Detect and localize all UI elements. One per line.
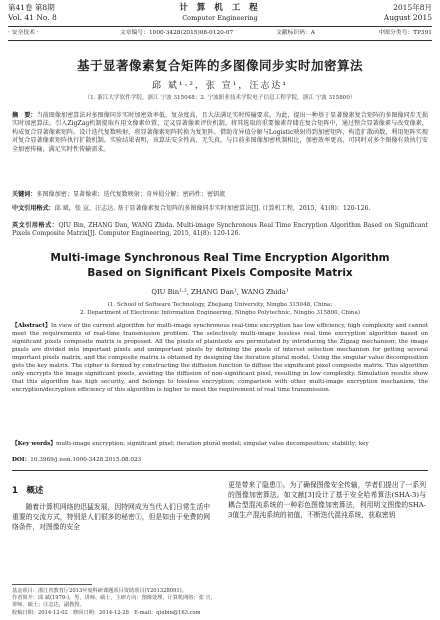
paper-title-en: Multi-image Synchronous Real Time Encryption Algorithm Based on Significant Pixels Composite Matrix [50,252,390,279]
keywords-zh: 关键词：多图像加密；显著像素；迭代复数映射；奇异值分解；密码性；密钥流 [12,191,226,198]
journal-volume: 第41卷 第8期 Vol. 41 No. 8 [8,3,57,22]
intro-paragraph-cont: 更是带来了隐患①。为了确保图像安全传输，学者们提出了一系列的图像加密算法。如文献[3]设计了基于安全哈希算法(SHA-3)与耦合型混沌系统的一种彩色图像加密算法，利用明文图像的SHA-3值生产混沌系统的初值，不断迭代混沌系统，获取密钥 [228,481,426,519]
authors-en: QIU Bin¹·², ZHANG Dan¹, WANG Zhida¹ [151,288,289,296]
abstract-zh: 摘 要：当前图像加密算法对多图像同步实时加密效率低、复杂度高，且大法满足实时传输要求。为此，提出一种基于显著像素复合矩阵的多图像同步无损实时加密算法。引入ZigZag机制提取有用文像素位置，定义显著像素评价机制，将其选取的重要像素存储在复合矩阵中，通过整合显著像素与改变像素，构成复合显著像素矩阵。设计迭代复数映射，将显著像素矩阵转换为复矩阵，借助奇异值分解与Logistic映射得到加密矩阵，构造扩散函数，利用矩阵实现对复合显著像素矩阵执行扩散机制。实验结果表明，该算法安全性高、无失真，与目前多图像加密机制相比，加密效率更高，可同时对多个图像有效执行安全加密传输，满足实时性传输需求。 [12,112,429,153]
header-rule [8,26,432,27]
journal-name: 计 算 机 工 程 Computer Engineering [179,3,261,22]
intro-paragraph: 随着计算机网络的迅猛发展，因特网成为当代人们日常生活中重要的交流方式，特别是人们很多的秘密①，但是如由于免费的网络条件，对图像的安全 [12,503,210,531]
abstract-rule [12,470,428,471]
doc-code: 文献标识码：A [276,30,315,36]
citation-zh: 中文引用格式：邱 斌，张 宣，汪志达. 基于显著像素复合矩阵的多图像同步实时加密算法[J]. 计算机工程，2015，41(8)：120-126. [12,205,371,212]
meta-rule [8,40,432,41]
clc-number: 中图分类号：TP391 [378,30,432,36]
body-text [12,480,428,580]
abstract-en: 【Abstract】In view of the current algorithm for multi-image synchronous real-time encryption has low efficiency, high complexity and cannot meet the requirements of real-time transmission problem. The selectively multi-image lossless real time encryption algorithm based on significant pixels composite matrix is proposed. All the pixels of plaintexts are permutated by introducing the Zigzag mechanism; the image pixels are divided into important pixels and unimportant pixels by defining the pixels of interest selection mechanism for getting several important pixels matrix, and the composite matrix is obtained by designing the iteration plural model. Using the singular value decomposition gets the key matrix. The cipher is formed by constructing the diffusion function to diffuse the significant pixel composite matrix. This algorithm only encrypts the image significant pixels, avoiding the diffusion of non-significant pixel, resulting in low complexity. Simulation results show that this algorithm has high security, and belongs to lossless encryption; comparison with other multi-image encryption mechanism, the encryption/decryption efficiency of this algorithm is higher to meet the requirement of real time transmission. [12,323,428,393]
citation-en: 英文引用格式：QIU Bin, ZHANG Dan, WANG Zhida. Multi-image Synchronous Real Time Encryption Algorithm Based on Significant Pixels Composite Matrix[J]. Computer Engineering, 2015, 41(8): 120-126. [12,222,428,238]
keywords-en: 【Key words】multi-image encryption; significant pixel; iteration plural model; singular value decomposition; stability; key [12,441,369,447]
issue-date: 2015年8月 August 2015 [383,3,432,22]
authors-zh: 邱 斌¹·²，张 宣¹，汪志达¹ [151,81,288,91]
paper-title-zh: 基于显著像素复合矩阵的多图像同步实时加密算法 [76,58,363,73]
footnote: 基金项目：浙江省教育厅2013年度科研课题项目资助项目(Y201328091)。 作者简介：邱 斌(1979-)，男，讲师、硕士，主研方向：图像处理、计算机网络；张 宣，讲师、硕士；汪志达，副教授。 收稿日期：2014-12-02 修回日期：2014-12-28 E-mail：qiubin@163.com [12,588,216,616]
section-heading: 1 概述 [12,486,44,496]
body-column-right [228,480,426,520]
affiliation-zh: （1. 浙江大学软件学院，浙江 宁波 315048；2. 宁波职业技术学院电子信息工程学院，浙江 宁波 315800） [84,95,356,101]
affiliation-en: (1. School of Software Technology, Zhejiang University, Ningbo 315048, China; 2. Department of Electronic Information Engineering, Ningbo Polytechnic, Ningbo 315800, China) [79,302,361,316]
article-number: 文章编号：1000-3428(2015)08-0120-07 [120,30,234,36]
running-header [8,3,432,25]
doi: DOI：10.3969/j.issn.1000-3428.2015.08.023 [12,457,142,463]
body-column-left [12,480,210,532]
footnote-rule [12,584,92,585]
section-label: · 安全技术 · [8,30,39,36]
